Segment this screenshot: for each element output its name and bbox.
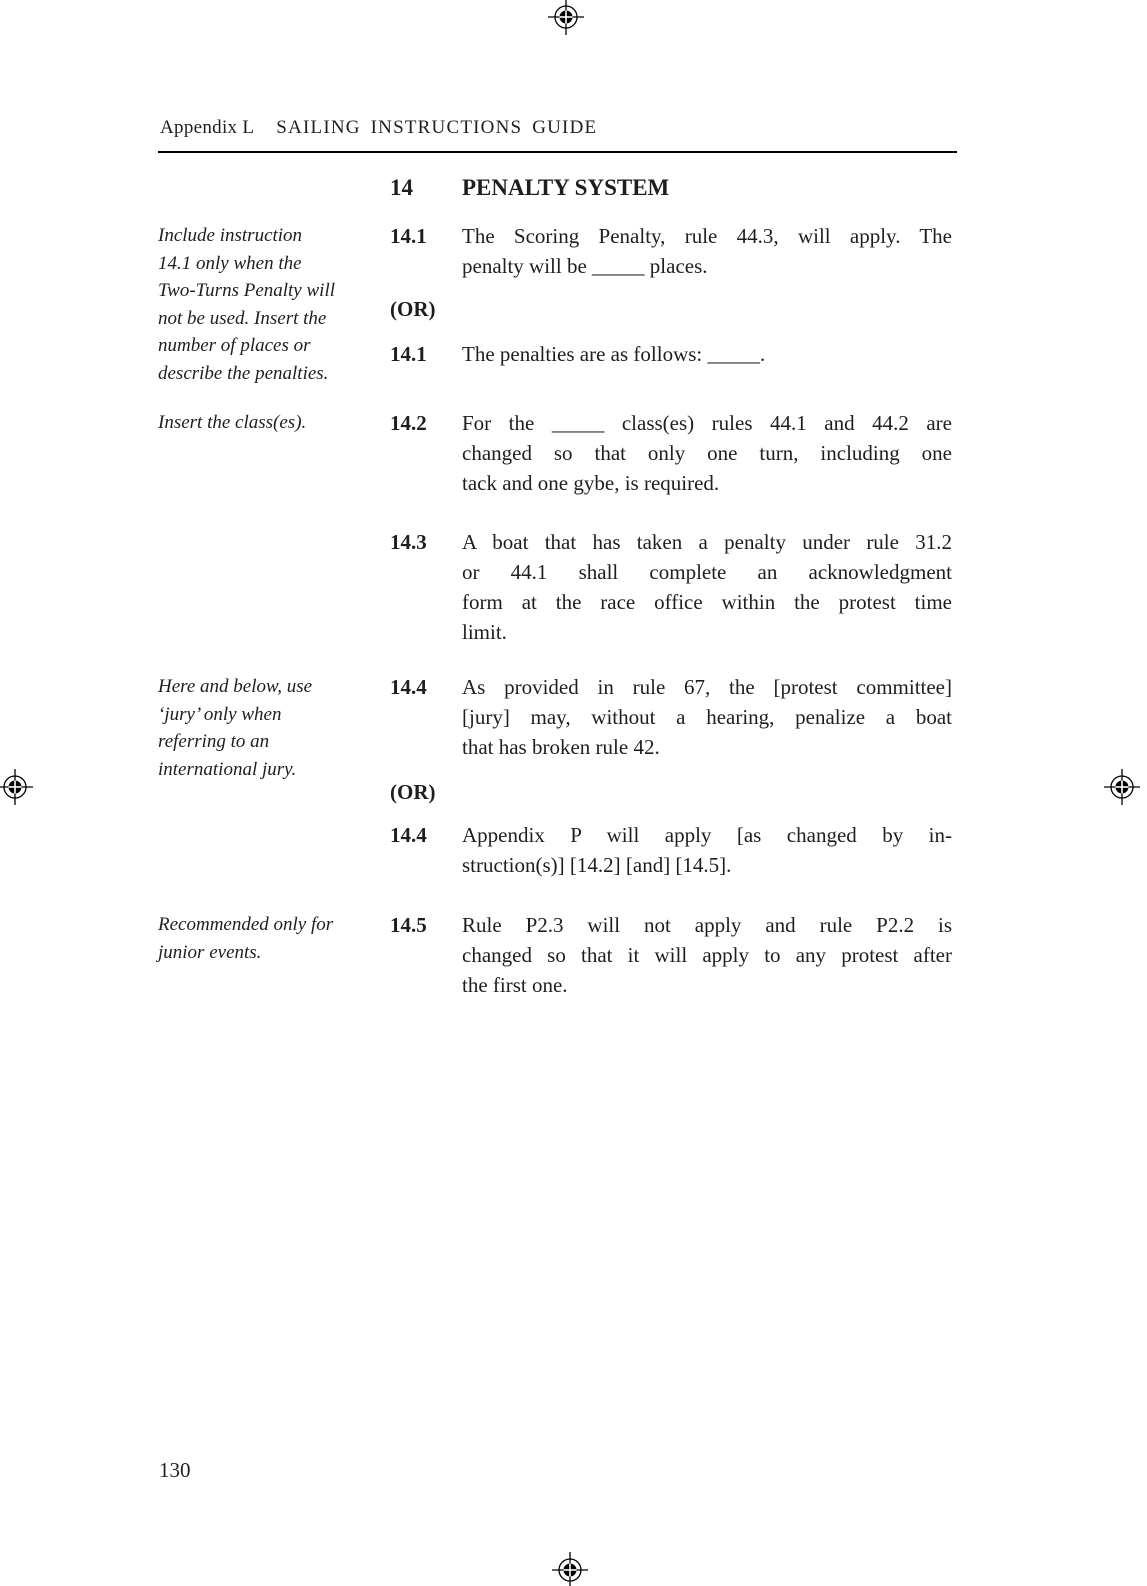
page-number: 130 [159, 1458, 191, 1482]
page-header [160, 115, 960, 141]
instruction-number: 14.4 [390, 823, 427, 847]
instruction-body: Appendix P will apply [as changed by in- struction(s)] [14.2] [and] [14.5]. [462, 823, 952, 877]
or-separator-2 [390, 777, 952, 807]
instruction-row-14-1-a [390, 221, 952, 281]
instruction-number: 14.2 [390, 411, 427, 435]
instruction-body: Rule P2.3 will not apply and rule P2.2 is changed so that it will apply to any protest after the first one. [462, 913, 952, 997]
instruction-number: 14.1 [390, 342, 427, 366]
section-number: 14 [390, 175, 413, 200]
registration-mark-right-icon [1104, 769, 1140, 805]
instruction-row-14-5 [390, 910, 952, 1000]
margin-note-14-5: Recommended only for junior events. [158, 914, 334, 963]
registration-mark-bottom-icon [552, 1552, 588, 1586]
margin-note-14-2: Insert the class(es). [158, 412, 307, 433]
registration-mark-left-icon [0, 769, 33, 805]
section-title: PENALTY SYSTEM [462, 175, 670, 200]
or-label: (OR) [390, 297, 436, 321]
instruction-body: A boat that has taken a penalty under rule 31.2 or 44.1 shall complete an acknowledgment form at the race office within the protest time limit. [462, 530, 952, 644]
instruction-body: The penalties are as follows: _____. [462, 342, 766, 366]
or-separator-1 [390, 294, 952, 324]
section-heading [390, 172, 952, 204]
instruction-body: As provided in rule 67, the [protest committee] [jury] may, without a hearing, penalize a boat that has broken rule 42. [462, 675, 952, 759]
instruction-row-14-2 [390, 408, 952, 498]
registration-mark-top-icon [548, 0, 584, 35]
guide-title: SAILING INSTRUCTIONS GUIDE [276, 117, 598, 138]
instruction-row-14-3 [390, 527, 952, 647]
instruction-row-14-1-b [390, 339, 952, 369]
instruction-body: The Scoring Penalty, rule 44.3, will apply. The penalty will be _____ places. [462, 224, 952, 278]
margin-note-14-1: Include instruction 14.1 only when the Two-Turns Penalty will not be used. Insert the number of places or describe the penalties. [158, 225, 336, 384]
header-rule-divider [158, 151, 957, 153]
instruction-row-14-4-a [390, 672, 952, 762]
instruction-number: 14.5 [390, 913, 427, 937]
or-label: (OR) [390, 780, 436, 804]
instruction-number: 14.4 [390, 675, 427, 699]
margin-note-14-4: Here and below, use ‘jury’ only when referring to an international jury. [158, 676, 313, 780]
instruction-body: For the _____ class(es) rules 44.1 and 44.2 are changed so that only one turn, including one tack and one gybe, is required. [462, 411, 952, 495]
appendix-label: Appendix L [160, 117, 255, 138]
instruction-number: 14.3 [390, 530, 427, 554]
instruction-number: 14.1 [390, 224, 427, 248]
instruction-row-14-4-b [390, 820, 952, 880]
